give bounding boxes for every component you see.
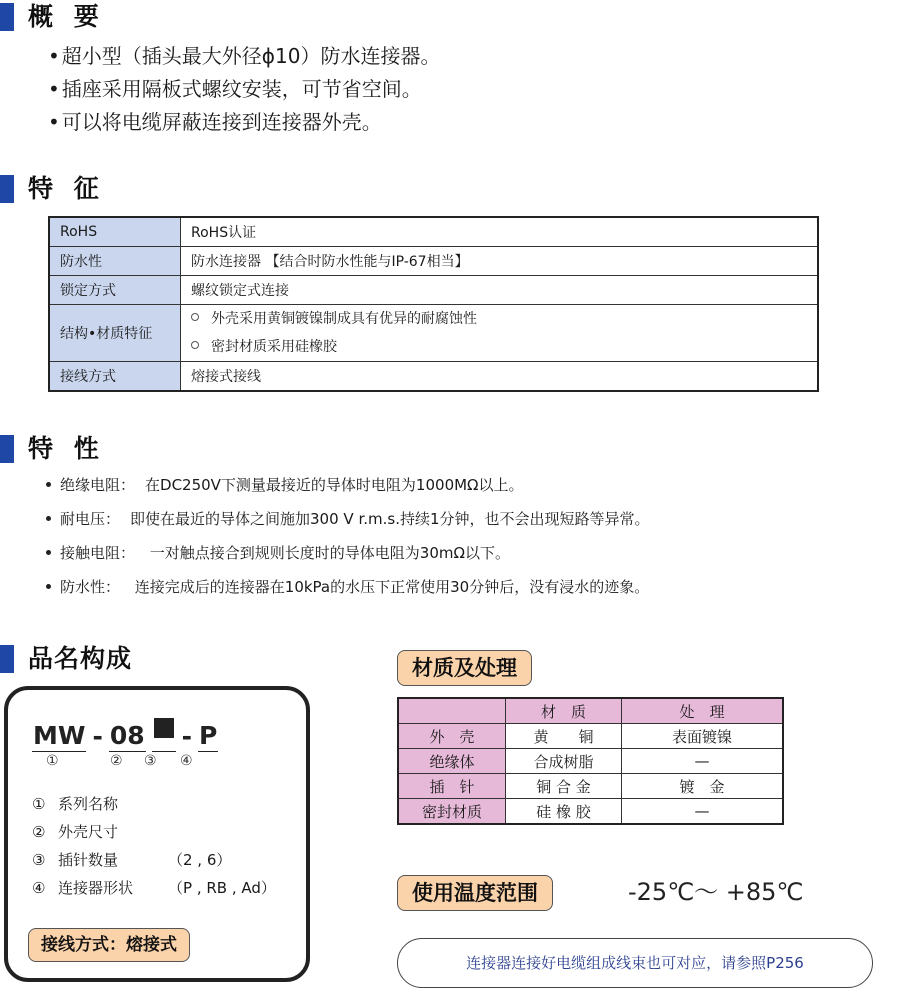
- table-row: [49, 217, 818, 247]
- overview-heading: [0, 2, 105, 32]
- features-table: [48, 216, 819, 392]
- code-shape: P: [199, 721, 218, 750]
- part-number-box: [4, 686, 310, 982]
- column-header: [398, 698, 506, 724]
- feature-value: 防水连接器 【结合时防水性能与IP-67相当】: [181, 247, 819, 276]
- definition-label: 插针数量: [58, 851, 119, 869]
- part-cell: 外 壳: [398, 724, 506, 749]
- overview-item: [48, 40, 440, 73]
- bullet-icon: [46, 516, 51, 521]
- definition-number: ③: [32, 851, 46, 869]
- material-cell: 黄 铜: [506, 724, 622, 749]
- wiring-method-tag: 接线方式：熔接式: [28, 928, 190, 962]
- characteristic-item: [46, 468, 650, 502]
- material-cell: 硅 橡 胶: [506, 799, 622, 825]
- feature-value: RoHS认证: [181, 217, 819, 247]
- table-row: [49, 276, 818, 305]
- material-cell: 铜 合 金: [506, 774, 622, 799]
- characteristic-label: 绝缘电阻：: [60, 476, 136, 494]
- table-header-row: [398, 698, 783, 724]
- characteristic-text: 连接完成后的连接器在10kPa的水压下正常使用30分钟后，没有浸水的迹象。: [130, 578, 650, 596]
- definition-options: （P , RB , Ad）: [168, 879, 276, 897]
- overview-text: 插座采用隔板式螺纹安装，可节省空间。: [61, 77, 422, 101]
- code-marker: ①: [46, 753, 59, 769]
- part-cell: 密封材质: [398, 799, 506, 825]
- characteristics-title: 特 性: [28, 434, 105, 463]
- part-cell: 插 针: [398, 774, 506, 799]
- feature-key: RoHS: [49, 217, 181, 247]
- feature-value: 螺纹锁定式连接: [181, 276, 819, 305]
- overview-item: [48, 106, 440, 139]
- code-separator: -: [181, 722, 193, 751]
- feature-key: 结构•材质特征: [49, 305, 181, 362]
- code-pin-count: [152, 718, 176, 752]
- code-marker: ③: [144, 753, 157, 769]
- characteristic-text: 即使在最近的导体之间施加300 V r.m.s.持续1分钟，也不会出现短路等异常。: [130, 510, 650, 528]
- material-cell: 合成树脂: [506, 749, 622, 774]
- code-definitions: [32, 790, 276, 902]
- features-title: 特 征: [28, 174, 105, 203]
- overview-list: [48, 40, 440, 139]
- materials-table: [397, 697, 784, 825]
- definition-item: [32, 790, 276, 818]
- part-number-code: [32, 718, 218, 752]
- characteristic-label: 防水性：: [60, 578, 121, 596]
- harness-note: 连接器连接好电缆组成线束也可对应，请参照P256: [397, 938, 873, 988]
- table-row: [398, 774, 783, 799]
- treatment-cell: 镀 金: [622, 774, 784, 799]
- placeholder-square-icon: [154, 718, 174, 738]
- overview-text: 可以将电缆屏蔽连接到连接器外壳。: [61, 110, 382, 134]
- definition-number: ④: [32, 879, 46, 897]
- heading-bar: [0, 175, 14, 203]
- bullet-icon: [46, 584, 51, 589]
- circle-bullet-icon: [191, 313, 199, 321]
- overview-title: 概 要: [28, 2, 105, 31]
- feature-key: 防水性: [49, 247, 181, 276]
- definition-number: ①: [32, 795, 46, 813]
- bullet-icon: [46, 550, 51, 555]
- feature-subitem: [191, 333, 807, 361]
- table-row: [398, 799, 783, 825]
- characteristic-item: [46, 570, 650, 604]
- definition-item: [32, 874, 276, 902]
- table-row: [49, 305, 818, 362]
- overview-item: [48, 73, 440, 106]
- part-cell: 绝缘体: [398, 749, 506, 774]
- materials-badge: 材质及处理: [397, 650, 532, 686]
- characteristic-item: [46, 502, 650, 536]
- definition-label: 外壳尺寸: [58, 823, 119, 841]
- definition-item: [32, 846, 276, 874]
- definition-label: 系列名称: [58, 795, 119, 813]
- temperature-range: -25℃～ +85℃: [628, 878, 804, 906]
- table-row: [49, 247, 818, 276]
- code-marker: ④: [180, 753, 193, 769]
- characteristic-item: [46, 536, 650, 570]
- characteristics-heading: [0, 434, 105, 464]
- heading-bar: [0, 3, 14, 31]
- treatment-cell: —: [622, 749, 784, 774]
- characteristic-text: 在DC250V下测量最接近的导体时电阻为1000MΩ以上。: [145, 476, 524, 494]
- circle-bullet-icon: [191, 341, 199, 349]
- table-row: [49, 362, 818, 392]
- characteristics-list: [46, 468, 650, 604]
- definition-label: 连接器形状: [58, 879, 134, 897]
- characteristic-text: 一对触点接合到规则长度时的导体电阻为30mΩ以下。: [145, 544, 510, 562]
- table-row: [398, 749, 783, 774]
- definition-options: （2 , 6）: [168, 851, 232, 869]
- treatment-cell: 表面镀镍: [622, 724, 784, 749]
- characteristic-label: 耐电压：: [60, 510, 121, 528]
- heading-bar: [0, 645, 14, 673]
- bullet-icon: [46, 482, 51, 487]
- column-header: 材 质: [506, 698, 622, 724]
- code-series: MW: [33, 721, 86, 750]
- code-marker: ②: [110, 753, 123, 769]
- heading-bar: [0, 435, 14, 463]
- code-size: 08: [109, 721, 145, 750]
- bullet-icon: •: [48, 110, 60, 134]
- definition-number: ②: [32, 823, 46, 841]
- column-header: 处 理: [622, 698, 784, 724]
- part-number-heading: [0, 644, 132, 674]
- feature-value: [181, 305, 819, 362]
- features-heading: [0, 174, 105, 204]
- bullet-icon: •: [48, 44, 60, 68]
- definition-item: [32, 818, 276, 846]
- feature-key: 锁定方式: [49, 276, 181, 305]
- temperature-badge: 使用温度范围: [397, 875, 553, 911]
- part-number-title: 品名构成: [28, 644, 133, 673]
- characteristic-label: 接触电阻：: [60, 544, 136, 562]
- feature-subitem-text: 外壳采用黄铜镀镍制成具有优异的耐腐蚀性: [211, 311, 477, 327]
- feature-subitem-text: 密封材质采用硅橡胶: [211, 339, 337, 355]
- code-separator: -: [92, 722, 103, 751]
- treatment-cell: —: [622, 799, 784, 825]
- overview-text: 超小型（插头最大外径ϕ10）防水连接器。: [61, 44, 441, 68]
- table-row: [398, 724, 783, 749]
- feature-key: 接线方式: [49, 362, 181, 392]
- feature-subitem: [191, 305, 807, 333]
- feature-value: 熔接式接线: [181, 362, 819, 392]
- bullet-icon: •: [48, 77, 60, 101]
